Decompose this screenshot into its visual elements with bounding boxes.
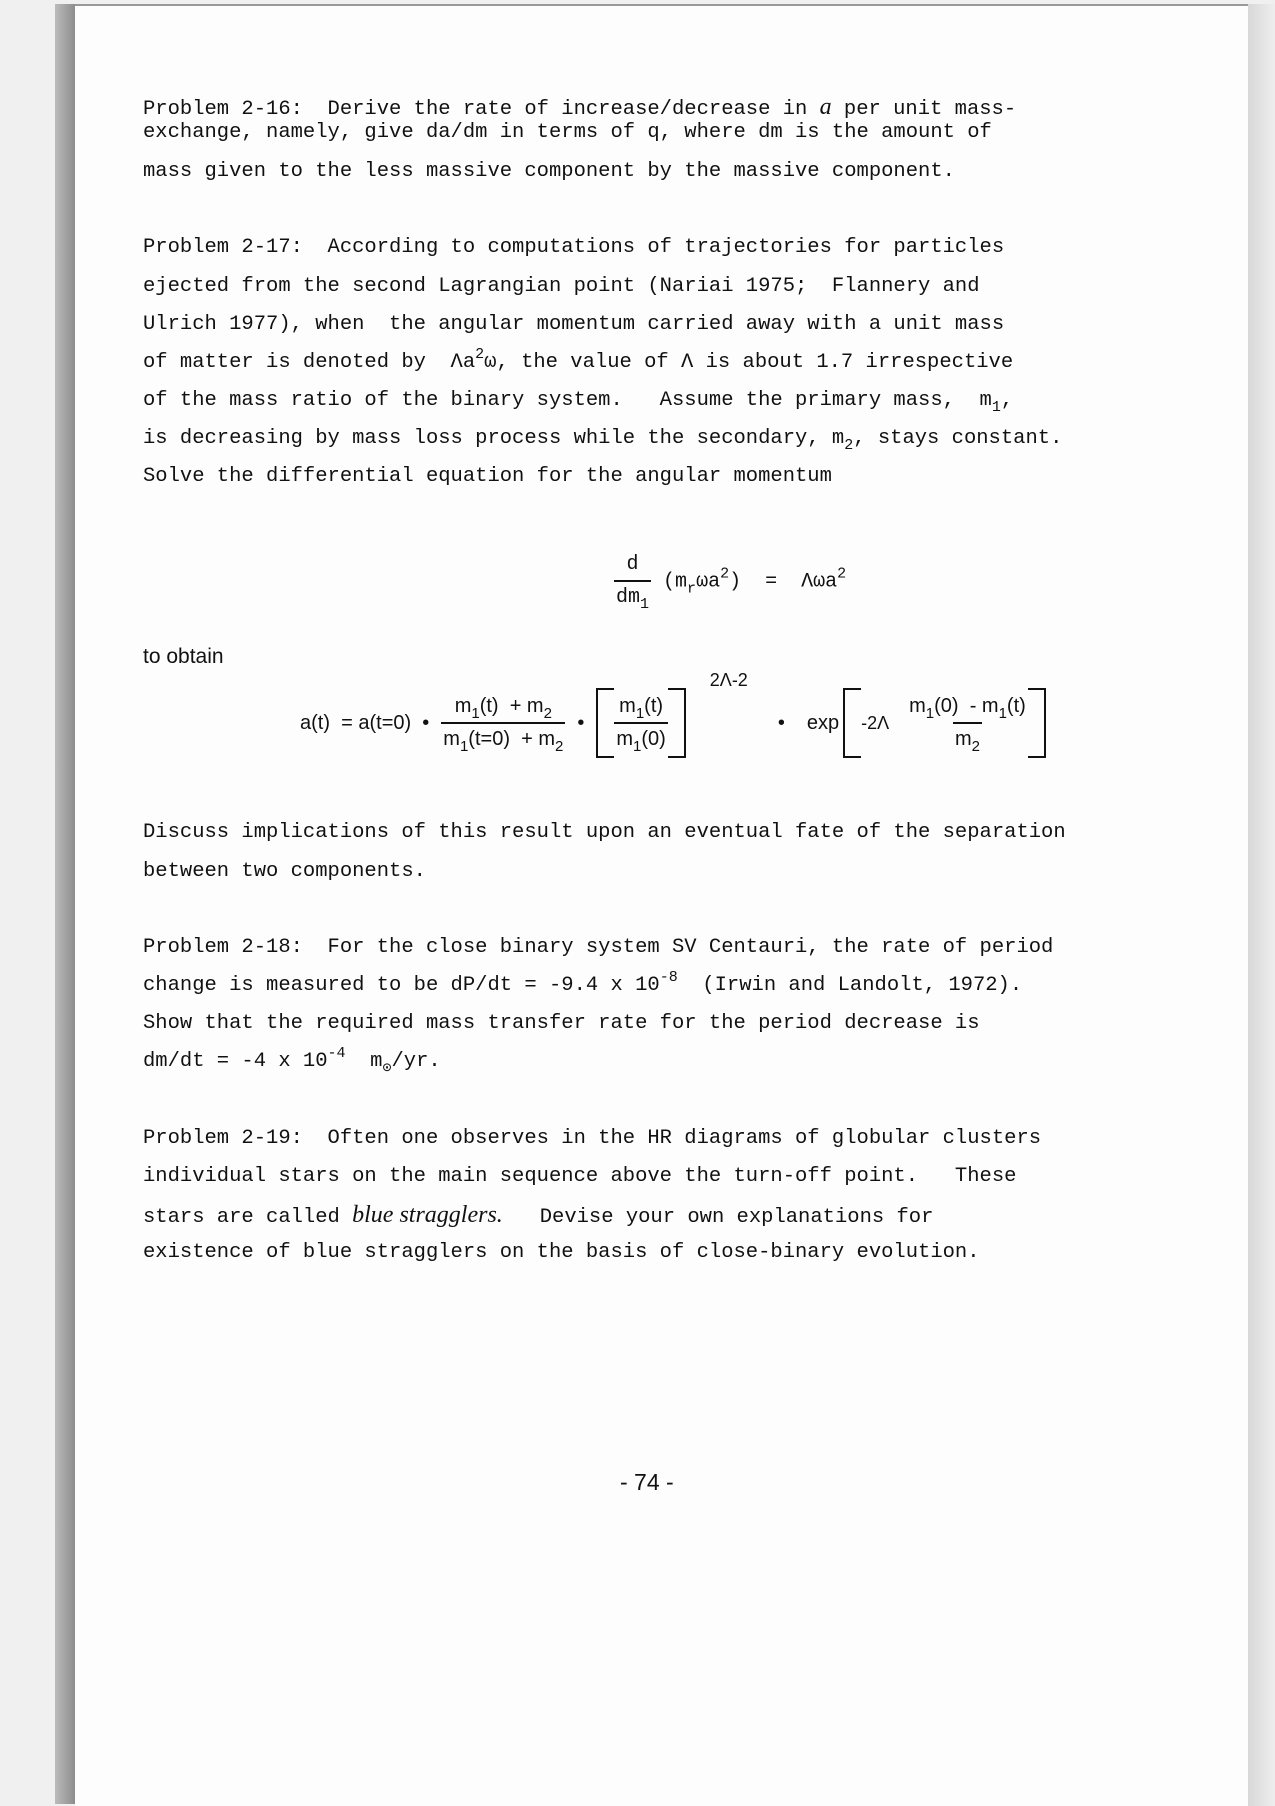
- denominator: [614, 722, 667, 755]
- right-bracket: [668, 688, 686, 758]
- text-line: exchange, namely, give da/dm in terms of q, where dm is the amount of: [143, 121, 992, 144]
- text: Problem 2-16: Derive the rate of increase/decrease in: [143, 98, 820, 121]
- right-bracket: [1028, 688, 1046, 758]
- text-line: Problem 2-18: For the close binary system SV Centauri, the rate of period: [143, 936, 1054, 959]
- superscript: -4: [327, 1045, 346, 1062]
- subscript: 1: [991, 399, 1001, 416]
- subscript: 1: [633, 738, 642, 755]
- numerator: [907, 695, 1028, 722]
- text-line: [143, 1203, 933, 1230]
- text: -2Λ: [861, 712, 890, 733]
- text-line: ejected from the second Lagrangian point (Nariai 1975; Flannery and: [143, 275, 980, 298]
- text: , stays constant.: [853, 427, 1063, 450]
- text: (0): [641, 728, 666, 750]
- scrollbar-track[interactable]: [1248, 4, 1275, 1806]
- text-line: mass given to the less massive component by the massive component.: [143, 160, 955, 183]
- subscript: 1: [925, 705, 935, 722]
- text-line: [143, 1045, 441, 1077]
- superscript: 2: [720, 565, 730, 583]
- subscript: r: [687, 580, 697, 598]
- subscript: 1: [640, 596, 650, 613]
- text: of the mass ratio of the binary system. Assume the primary mass, m: [143, 389, 992, 412]
- text: ,: [1000, 389, 1014, 412]
- left-bracket: [843, 688, 861, 758]
- sun-symbol-subscript: ⊙: [382, 1060, 392, 1077]
- text: ) = Λωa: [729, 570, 838, 594]
- superscript: 2: [837, 565, 847, 583]
- subscript: 1: [998, 705, 1007, 722]
- subscript: 2: [555, 738, 564, 755]
- numerator: d: [626, 553, 639, 576]
- subscript: 2: [543, 705, 552, 722]
- bracket-group: [843, 688, 1046, 758]
- text: m: [619, 695, 636, 717]
- text: (Irwin and Landolt, 1972).: [677, 974, 1023, 997]
- exponent: 2Λ-2: [709, 670, 748, 690]
- fraction: [441, 695, 565, 755]
- text-line: Solve the differential equation for the angular momentum: [143, 465, 832, 488]
- text-line: [143, 427, 1063, 454]
- variable-a: a: [819, 94, 832, 120]
- text: m: [443, 728, 460, 750]
- text: (t) + m: [479, 695, 544, 717]
- text-line: existence of blue stragglers on the basis of close-binary evolution.: [143, 1241, 980, 1264]
- subscript: 2: [844, 437, 854, 454]
- left-bracket: [596, 688, 614, 758]
- equation-angular-momentum: [614, 530, 847, 613]
- denominator: [614, 580, 651, 613]
- text-line: Show that the required mass transfer rate for the period decrease is: [143, 1012, 980, 1035]
- text: m: [909, 695, 926, 717]
- text: (t): [1006, 695, 1026, 717]
- superscript: -8: [659, 969, 678, 986]
- text: •: [777, 711, 785, 734]
- text: m: [345, 1050, 383, 1073]
- text: per unit mass-: [831, 98, 1017, 121]
- text: stars are called: [143, 1206, 353, 1229]
- text: ωa: [696, 570, 721, 594]
- equation-separation: [300, 670, 1046, 758]
- subscript: 2: [971, 738, 980, 755]
- text-line: [143, 346, 1014, 375]
- numerator: [617, 695, 665, 722]
- italic-term: blue stragglers.: [352, 1202, 503, 1228]
- text-line: Ulrich 1977), when the angular momentum carried away with a unit mass: [143, 313, 1005, 336]
- text: /yr.: [391, 1050, 441, 1073]
- text: is decreasing by mass loss process while the secondary, m: [143, 427, 845, 450]
- subscript: 1: [459, 738, 469, 755]
- text-line: Problem 2-17: According to computations of trajectories for particles: [143, 236, 1005, 259]
- text: (0) - m: [934, 695, 999, 717]
- text-line: to obtain: [143, 645, 224, 668]
- text: m: [616, 728, 634, 750]
- page-edge-bevel: [55, 4, 75, 1804]
- fraction: [614, 553, 651, 613]
- subscript: 1: [635, 705, 645, 722]
- text: (t): [644, 695, 664, 717]
- text-line: Discuss implications of this result upon an eventual fate of the separation: [143, 821, 1066, 844]
- fraction: [907, 695, 1028, 755]
- text: Devise your own explanations for: [502, 1206, 934, 1229]
- superscript: 2: [475, 346, 485, 363]
- text: (t=0) + m: [468, 728, 555, 750]
- fraction: [614, 695, 667, 755]
- text: change is measured to be dP/dt = -9.4 x 10: [143, 974, 660, 997]
- denominator: [953, 722, 982, 755]
- text-line: [143, 389, 1014, 416]
- text-line: individual stars on the main sequence above the turn-off point. These: [143, 1165, 1017, 1188]
- denominator: [441, 722, 565, 755]
- bracket-group: [596, 670, 748, 758]
- text: of matter is denoted by Λa: [143, 351, 476, 374]
- text: m: [454, 695, 472, 717]
- text: dm: [616, 586, 641, 609]
- subscript: 1: [471, 705, 480, 722]
- text-line: Problem 2-19: Often one observes in the HR diagrams of globular clusters: [143, 1127, 1042, 1150]
- text: dm/dt = -4 x 10: [143, 1050, 328, 1073]
- page-number: - 74 -: [620, 1469, 674, 1495]
- text-line: [143, 969, 1023, 998]
- text: •: [577, 711, 585, 734]
- text: (m: [651, 570, 688, 594]
- text-line: between two components.: [143, 860, 426, 883]
- numerator: [453, 695, 554, 722]
- text: m: [954, 728, 972, 750]
- text: a(t) = a(t=0) •: [300, 711, 430, 734]
- text: exp: [806, 711, 840, 734]
- text: ω, the value of Λ is about 1.7 irrespective: [484, 351, 1014, 374]
